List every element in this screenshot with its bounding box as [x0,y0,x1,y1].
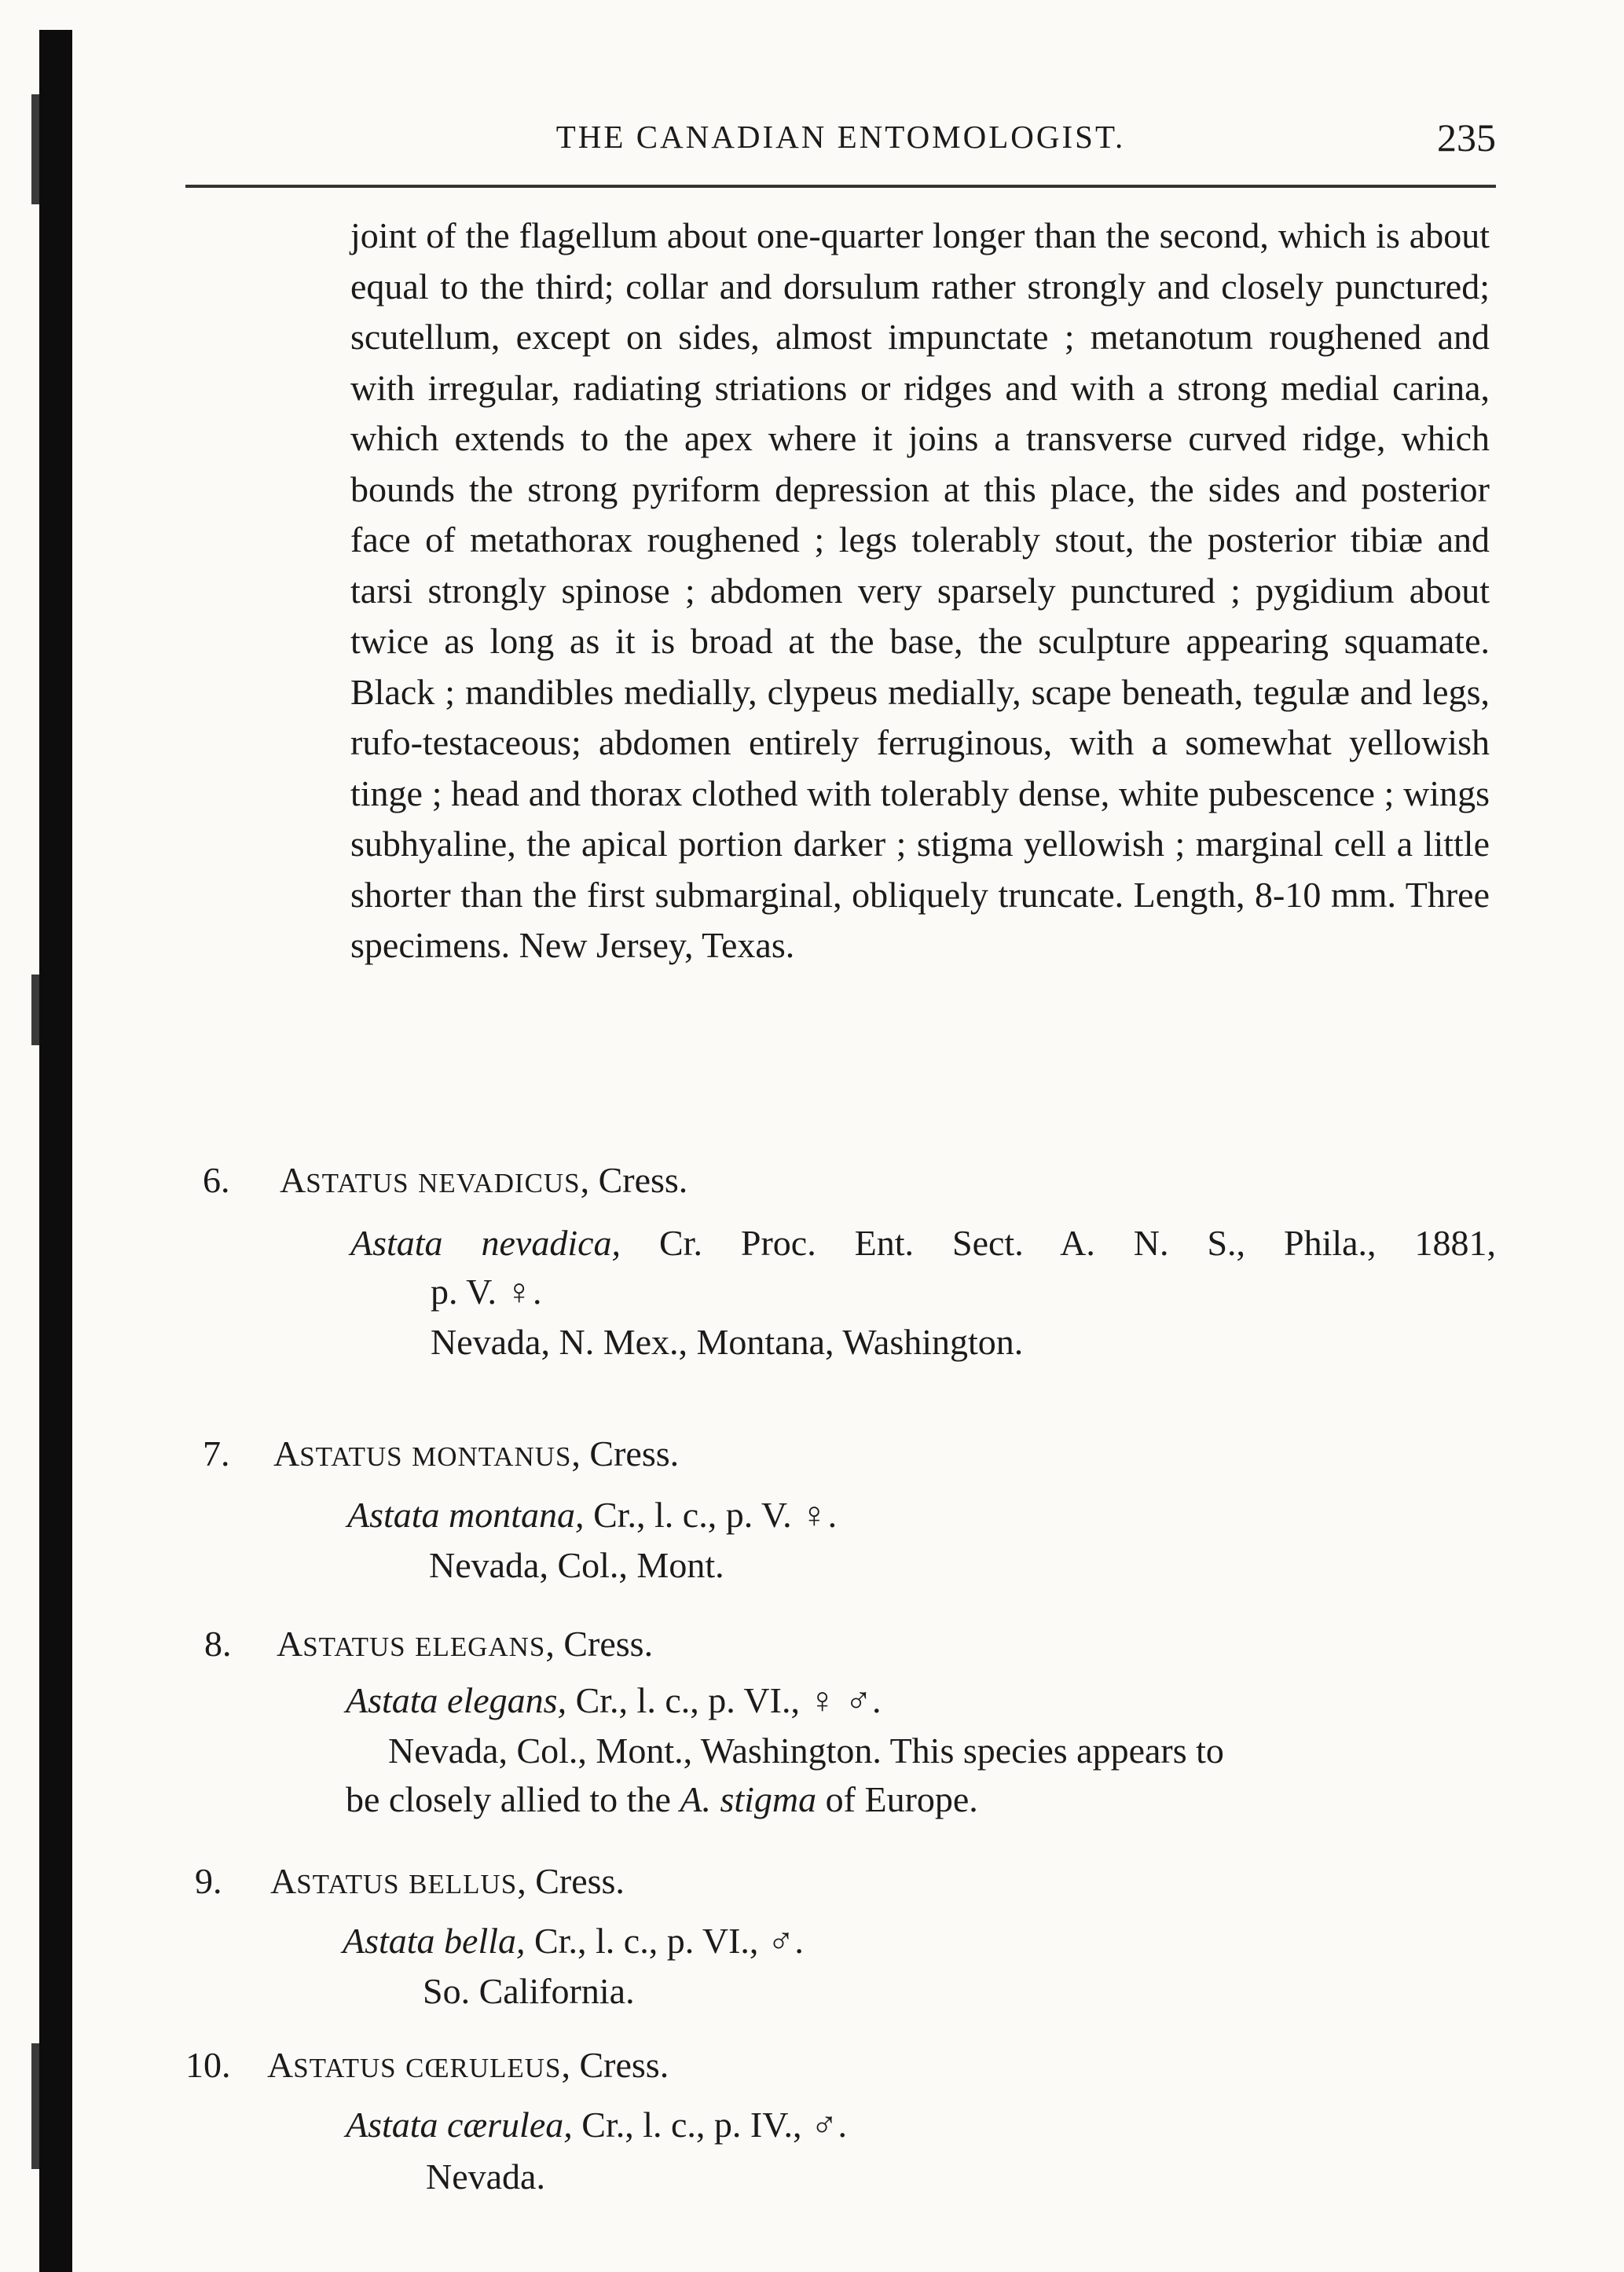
species-name: MONTANUS [412,1441,572,1472]
note-text: be closely allied to the [346,1779,680,1819]
page-header [185,118,1496,165]
locality: Nevada, Col., Mont. [429,1545,724,1585]
genus-initial: A [277,1624,303,1664]
entry-number: 7. [203,1433,230,1474]
citation-text: Cr. Proc. Ent. Sect. A. N. S., Phila., 1881, [621,1223,1496,1263]
locality: Nevada. [426,2156,545,2197]
synonym-citation [346,1676,1496,1726]
citation-continuation: p. V. ♀. [431,1272,542,1312]
genus-name: STATUS [296,1869,400,1899]
species-name: BELLUS [409,1869,518,1899]
continuation-paragraph: joint of the flagellum about one-quarter longer than the second, which is about equal to the third; collar and dorsulum rather strongly and closely punctured; scutellum, except on sides, almost impunctate ; metanotum roughened and with irregular, radiating striations or ridges and with a strong medial carina, which extends to the apex where it joins a transverse curved ridge, which bounds the strong pyriform depression at this place, the sides and posterior face of metathorax roughened ; legs tolerably stout, the posterior tibiæ and tarsi strongly spinose ; abdomen very sparsely punctured ; pygidium about twice as long as it is broad at the base, the sculpture appearing squamate. Black ; mandibles medially, clypeus medially, scape beneath, tegulæ and legs, rufo-testaceous; abdomen entirely ferruginous, with a somewhat yellowish tinge ; head and thorax clothed with tolerably dense, white pubescence ; wings subhyaline, the apical portion darker ; stigma yellowish ; marginal cell a little shorter than the first submarginal, obliquely truncate. Length, 8-10 mm. Three specimens. New Jersey, Texas. [350,215,1490,965]
entry-number: 8. [204,1624,232,1664]
entry-author: , Cress. [561,2045,669,2085]
binding-speck [31,94,39,204]
note-text: of Europe. [816,1779,978,1819]
synonym-name: Astata nevadica, [350,1223,621,1263]
synonym-name: Astata elegans, [346,1680,567,1720]
entry-author: , Cress. [545,1624,654,1664]
locality: Nevada, N. Mex., Montana, Washington. [431,1322,1024,1362]
running-title: THE CANADIAN ENTOMOLOGIST. [555,119,1126,155]
page-binding-edge [39,30,72,2272]
species-note [346,1775,978,1825]
synonym-citation [346,2100,1496,2150]
page-number: 235 [1437,116,1496,160]
entry-number: 6. [203,1160,230,1200]
citation-text: Cr., l. c., p. IV., ♂. [572,2105,848,2145]
synonym-name: Astata montana, [347,1495,585,1535]
entry-author: , Cress. [571,1433,680,1474]
entry-heading [277,1619,653,1672]
citation-text: Cr., l. c., p. VI., ♂. [525,1921,804,1961]
species-name: CŒRULEUS [405,2053,562,2083]
species-entry-6 [185,1155,1496,1391]
entry-author: , Cress. [580,1160,688,1200]
species-entry-9 [185,1856,1496,2013]
citation-text: Cr., l. c., p. VI., ♀ ♂. [566,1680,882,1720]
note-species-name: A. stigma [680,1779,817,1819]
genus-name: STATUS [302,1632,406,1662]
synonym-name: Astata cærulea, [346,2105,573,2145]
locality: Nevada, Col., Mont., Washington. This species appears to [388,1731,1224,1771]
synonym-citation [350,1218,1496,1268]
citation-text: Cr., l. c., p. V. ♀. [584,1495,838,1535]
entry-heading [273,1429,679,1482]
genus-initial: A [267,2045,294,2085]
synonym-citation [347,1490,1496,1540]
synonym-name: Astata bella, [343,1921,526,1961]
genus-initial: A [280,1160,306,1200]
entry-heading [267,2040,669,2094]
species-name: NEVADICUS [418,1168,581,1198]
genus-name: STATUS [293,2053,397,2083]
genus-initial: A [270,1861,297,1901]
binding-speck [31,975,39,1045]
species-entry-7 [185,1429,1496,1586]
species-entry-8 [185,1619,1496,1831]
entry-number: 9. [195,1861,222,1901]
entry-number: 10. [185,2045,231,2085]
binding-speck [31,2043,39,2169]
locality: So. California. [423,1971,635,2011]
entry-author: , Cress. [517,1861,625,1901]
synonym-citation [343,1916,1496,1966]
species-name: ELEGANS [415,1632,546,1662]
genus-initial: A [273,1433,300,1474]
genus-name: STATUS [299,1441,403,1472]
genus-name: STATUS [306,1168,409,1198]
entry-heading [270,1856,625,1910]
entry-heading [280,1155,687,1209]
header-rule [185,185,1496,188]
species-entry-10 [185,2040,1496,2213]
